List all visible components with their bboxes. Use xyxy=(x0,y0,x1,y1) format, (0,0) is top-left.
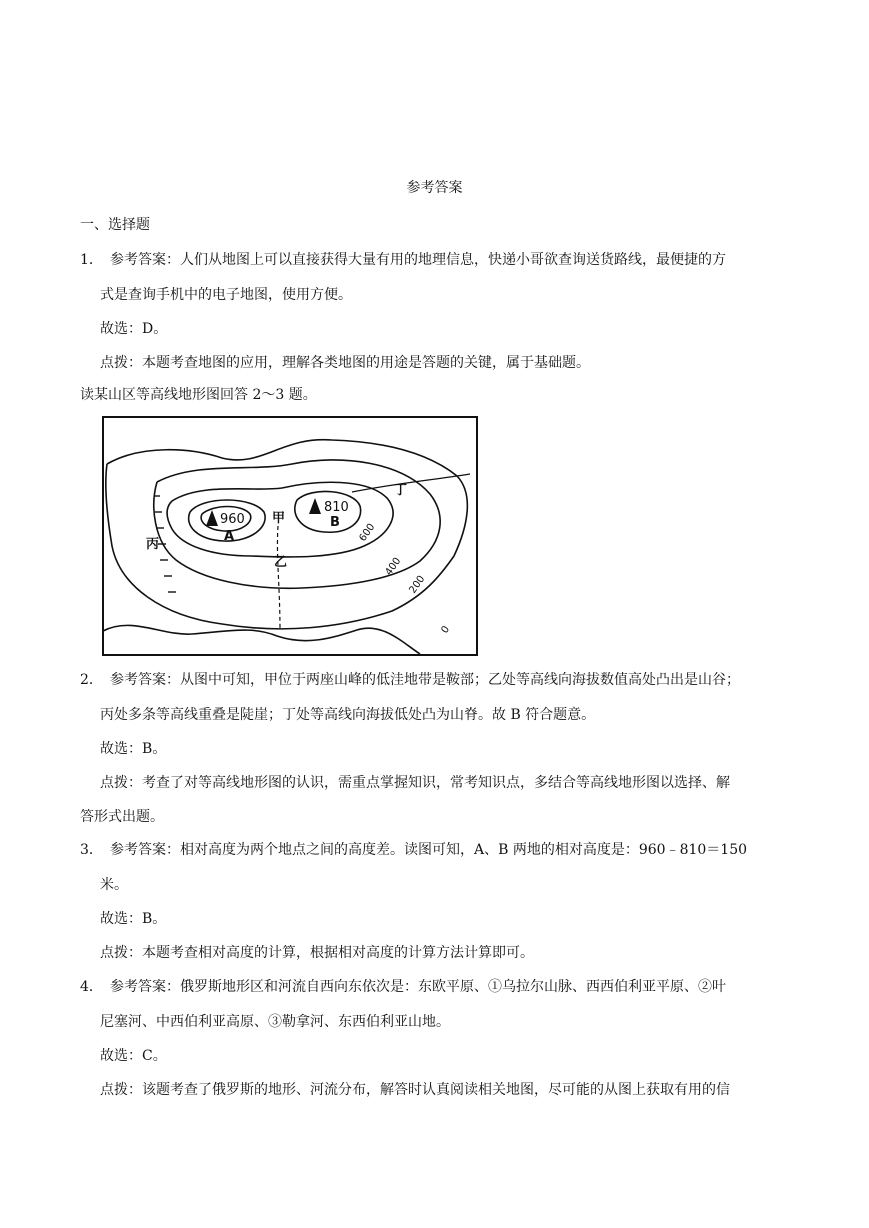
q3-answer-line2: 米。 xyxy=(100,877,128,893)
q2-tip-line1: 点拨：考查了对等高线地形图的认识，需重点掌握知识，常考知识点，多结合等高线地形图以选择、解 xyxy=(100,775,730,791)
valley-line-yi xyxy=(277,526,280,631)
contour-map xyxy=(102,416,478,656)
q1-tip: 点拨：本题考查地图的应用，理解各类地图的用途是答题的关键，属于基础题。 xyxy=(100,355,590,371)
peak-b-label: B xyxy=(330,515,340,530)
ridge-line-ding xyxy=(352,474,470,492)
contour-0 xyxy=(103,625,420,654)
q3-text1: 参考答案：相对高度为两个地点之间的高度差。读图可知，A、B 两地的相对高度是：960﹣810＝150 xyxy=(110,842,748,858)
q2-tip-line2: 答形式出题。 xyxy=(80,809,164,825)
peak-a-triangle-icon xyxy=(206,510,218,526)
peak-b-triangle-icon xyxy=(309,498,321,514)
contour-label-600: 600 xyxy=(357,521,378,544)
q1-answer-line2: 式是查询手机中的电子地图，使用方便。 xyxy=(100,287,352,303)
peak-a-label: A xyxy=(224,529,235,544)
q4-number: 4． xyxy=(80,979,103,995)
label-yi: 乙 xyxy=(274,555,288,570)
q1-answer-line1 xyxy=(80,250,726,270)
q3-answer-line1 xyxy=(80,840,747,860)
q2-number: 2． xyxy=(80,672,103,688)
contour-label-400: 400 xyxy=(383,555,404,578)
peak-a-elevation: 960 xyxy=(220,512,245,527)
q1-text1: 参考答案：人们从地图上可以直接获得大量有用的地理信息，快递小哥欲查询送货路线，最便捷的方 xyxy=(110,252,726,268)
q2-answer-line1 xyxy=(80,670,740,690)
contour-200 xyxy=(106,440,468,629)
q3-choice: 故选：B。 xyxy=(100,911,167,927)
contour-label-200: 200 xyxy=(407,573,428,596)
q4-text1: 参考答案：俄罗斯地形区和河流自西向东依次是：东欧平原、①乌拉尔山脉、西西伯利亚平原、②叶 xyxy=(110,979,726,995)
q1-number: 1． xyxy=(80,252,103,268)
section-heading: 一、选择题 xyxy=(80,217,150,233)
label-ding: 丁 xyxy=(394,483,408,498)
q4-choice: 故选：C。 xyxy=(100,1048,167,1064)
q4-answer-line1 xyxy=(80,977,726,997)
page-title: 参考答案 xyxy=(406,180,463,196)
contour-label-0: 0 xyxy=(439,624,453,636)
map-intro: 读某山区等高线地形图回答 2～3 题。 xyxy=(80,387,317,403)
q4-answer-line2: 尼塞河、中西伯利亚高原、③勒拿河、东西伯利亚山地。 xyxy=(100,1014,450,1030)
peak-b-elevation: 810 xyxy=(324,500,349,515)
label-bing: 丙 xyxy=(146,537,160,552)
q2-choice: 故选：B。 xyxy=(100,741,167,757)
q2-text1: 参考答案：从图中可知，甲位于两座山峰的低洼地带是鞍部；乙处等高线向海拔数值高处凸出是山谷； xyxy=(110,672,740,688)
label-jia: 甲 xyxy=(272,511,286,526)
q3-tip: 点拨：本题考查相对高度的计算，根据相对高度的计算方法计算即可。 xyxy=(100,945,534,961)
q2-answer-line2: 丙处多条等高线重叠是陡崖；丁处等高线向海拔低处凸为山脊。故 B 符合题意。 xyxy=(100,707,596,723)
q4-tip: 点拨：该题考查了俄罗斯的地形、河流分布，解答时认真阅读相关地图，尽可能的从图上获取有用的信 xyxy=(100,1082,730,1098)
q1-choice: 故选：D。 xyxy=(100,321,168,337)
q3-number: 3． xyxy=(80,842,103,858)
